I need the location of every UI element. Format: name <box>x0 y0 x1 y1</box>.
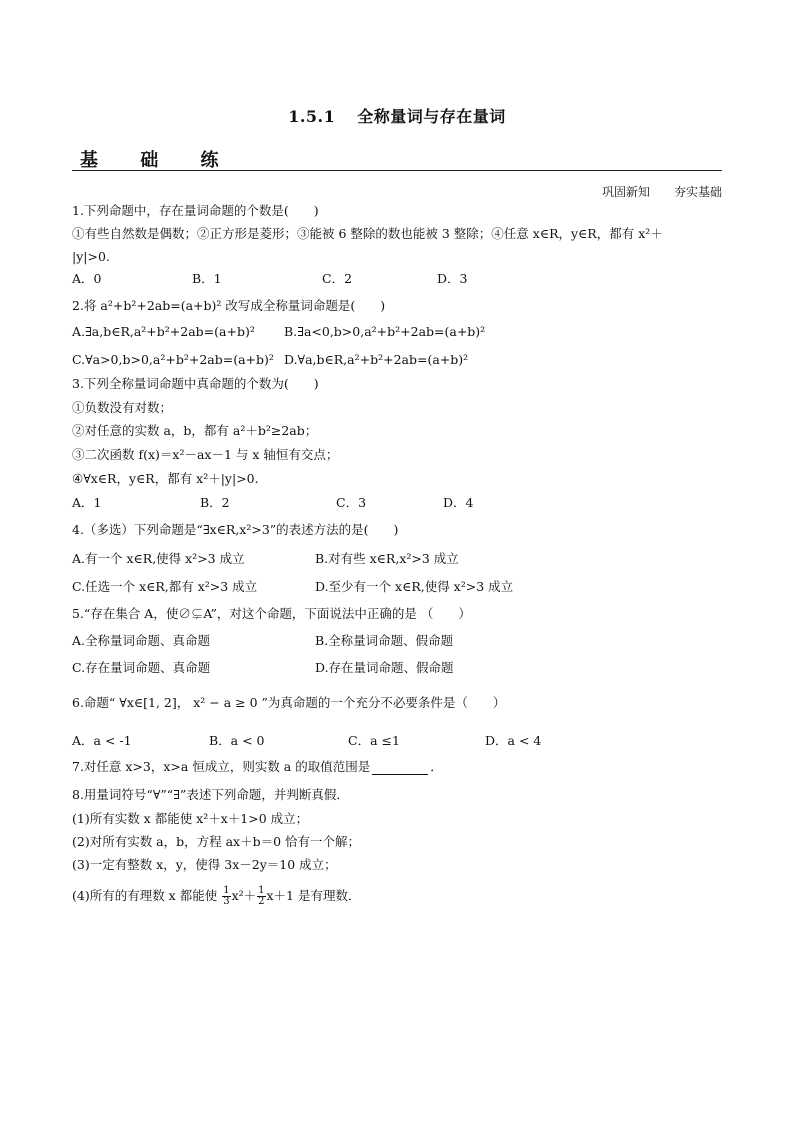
category-heading: 基 础 练 <box>80 150 237 171</box>
heading-divider <box>72 170 722 171</box>
q8-part4-lead: (4)所有的有理数 x 都能使 <box>72 888 218 903</box>
question-3-stem: 3.下列全称量词命题中真命题的个数为( ) <box>72 376 319 391</box>
subtitle-right: 夯实基础 <box>673 185 722 199</box>
q5-option-c: C.存在量词命题、真命题 <box>72 660 211 675</box>
question-8-part-3: (3)一定有整数 x，y，使得 3x－2y＝10 成立； <box>72 857 337 872</box>
fraction-one-half <box>257 886 265 907</box>
q1-option-d: D．3 <box>437 271 468 286</box>
q4-option-c: C.任选一个 x∈R,都有 x²>3 成立 <box>72 579 258 594</box>
answer-blank <box>372 762 428 775</box>
q2-option-d: D.∀a,b∈R,a²+b²+2ab=(a+b)² <box>284 352 469 367</box>
q5-option-d: D.存在量词命题、假命题 <box>315 660 454 675</box>
q6-option-d: D．a < 4 <box>485 733 542 748</box>
question-8-part-1: (1)所有实数 x 都能使 x²＋x＋1>0 成立； <box>72 811 309 826</box>
question-3-item-4: ④∀x∈R，y∈R，都有 x²＋|y|>0. <box>72 471 259 486</box>
q4-option-b: B.对有些 x∈R,x²>3 成立 <box>315 551 459 566</box>
q3-option-a: A．1 <box>72 495 102 510</box>
q6-option-c: C．a ≤1 <box>348 733 400 748</box>
q8-part4-term1: x²＋ <box>231 888 257 903</box>
fraction-denominator: 2 <box>258 896 265 907</box>
q4-option-d: D.至少有一个 x∈R,使得 x²>3 成立 <box>315 579 514 594</box>
section-number: 1.5.1 <box>288 107 336 126</box>
question-8-part-4 <box>72 886 360 907</box>
question-1-statements-cont: |y|>0. <box>72 249 110 264</box>
q2-option-c: C.∀a>0,b>0,a²+b²+2ab=(a+b)² <box>72 352 274 367</box>
question-7-stem: 7.对任意 x>3，x>a 恒成立，则实数 a 的取值范围是 <box>72 759 371 774</box>
question-1-statements: ①有些自然数是偶数；②正方形是菱形；③能被 6 整除的数也能被 3 整除；④任意 x∈R，y∈R，都有 x²＋ <box>72 226 663 241</box>
question-3-item-1: ①负数没有对数； <box>72 400 173 415</box>
page-title <box>0 104 794 127</box>
question-7 <box>72 759 443 775</box>
question-1-stem: 1.下列命题中，存在量词命题的个数是( ) <box>72 203 319 218</box>
q1-option-c: C．2 <box>322 271 353 286</box>
question-3-item-2: ②对任意的实数 a，b，都有 a²＋b²≥2ab； <box>72 423 318 438</box>
question-3-item-3: ③二次函数 f(x)＝x²－ax－1 与 x 轴恒有交点； <box>72 447 339 462</box>
section-title: 全称量词与存在量词 <box>357 107 506 126</box>
question-2-stem: 2.将 a²+b²+2ab=(a+b)² 改写成全称量词命题是( ) <box>72 298 386 313</box>
q3-option-b: B．2 <box>200 495 230 510</box>
question-4-stem: 4.（多选）下列命题是“∃x∈R,x²>3”的表述方法的是( ) <box>72 522 399 537</box>
question-5-stem: 5.“存在集合 A，使∅⊊A”，对这个命题，下面说法中正确的是 （ ） <box>72 606 471 621</box>
q6-option-a: A．a < -1 <box>72 733 132 748</box>
question-6-stem: 6.命题“ ∀x∈[1, 2]， x² − a ≥ 0 ”为真命题的一个充分不必要条件是（ ） <box>72 695 506 710</box>
q5-option-b: B.全称量词命题、假命题 <box>315 633 454 648</box>
q1-option-a: A．0 <box>72 271 102 286</box>
q3-option-d: D．4 <box>443 495 474 510</box>
question-8-stem: 8.用量词符号“∀”“∃”表述下列命题，并判断真假． <box>72 787 349 802</box>
fraction-one-third <box>222 886 230 907</box>
q8-part4-tail: x＋1 是有理数． <box>266 888 361 903</box>
fraction-numerator: 1 <box>223 885 230 896</box>
q2-option-b: B.∃a<0,b>0,a²+b²+2ab=(a+b)² <box>284 324 486 339</box>
q6-option-b: B．a < 0 <box>209 733 265 748</box>
q2-option-a: A.∃a,b∈R,a²+b²+2ab=(a+b)² <box>72 324 255 339</box>
category-subtitle <box>602 183 722 200</box>
q4-option-a: A.有一个 x∈R,使得 x²>3 成立 <box>72 551 245 566</box>
subtitle-left: 巩固新知 <box>601 185 650 199</box>
question-7-end: ． <box>430 759 443 774</box>
question-8-part-2: (2)对所有实数 a，b，方程 ax＋b＝0 恰有一个解； <box>72 834 361 849</box>
fraction-denominator: 3 <box>223 896 230 907</box>
q3-option-c: C．3 <box>336 495 367 510</box>
q5-option-a: A.全称量词命题、真命题 <box>72 633 211 648</box>
q1-option-b: B．1 <box>192 271 222 286</box>
fraction-numerator: 1 <box>258 885 265 896</box>
